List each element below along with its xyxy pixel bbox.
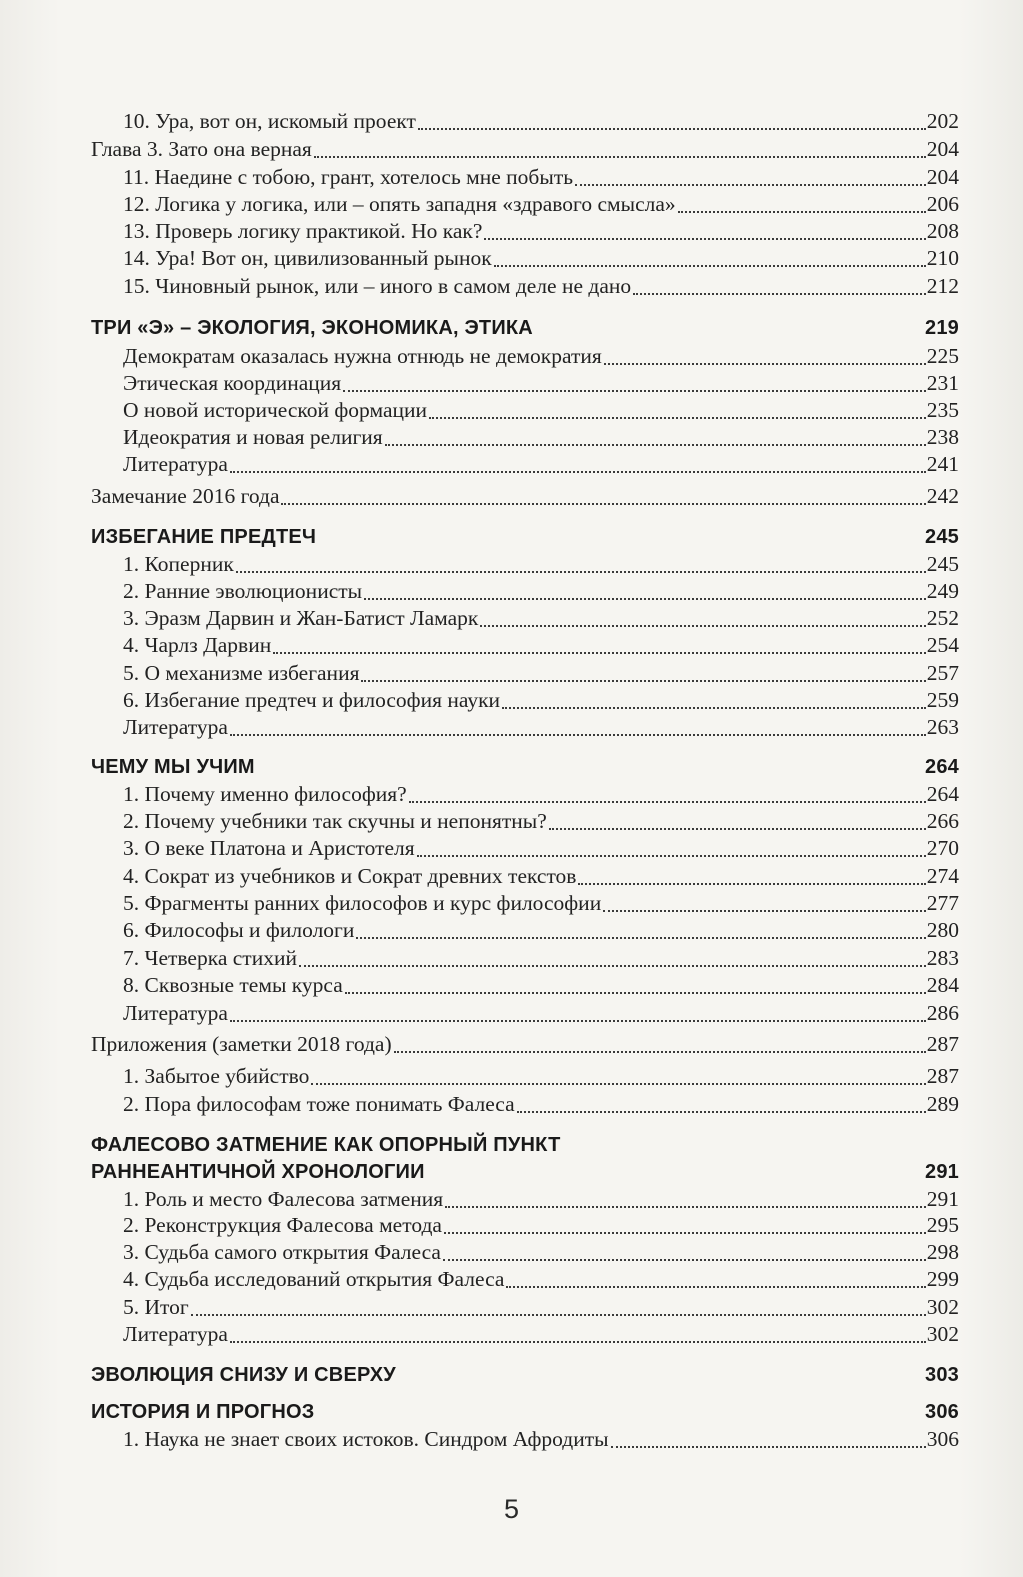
toc-entry — [123, 1235, 959, 1265]
toc-entry-title: ИСТОРИЯ И ПРОГНОЗ — [91, 1401, 315, 1423]
toc-entry-title: 12. Логика у логика, или – опять западня «здравого смысла» — [123, 192, 676, 216]
toc-entry-page: 306 — [926, 1427, 959, 1451]
toc-entry-title: 3. Эразм Дарвин и Жан-Батист Ламарк — [123, 606, 479, 630]
toc-entry-title: 14. Ура! Вот он, цивилизованный рынок — [123, 246, 492, 270]
toc-entry-page: 306 — [925, 1401, 959, 1423]
toc-entry-page: 235 — [926, 398, 959, 422]
toc-entry — [123, 214, 959, 244]
toc-entry-title: 7. Четверка стихий — [123, 946, 297, 970]
dot-leader — [604, 362, 926, 365]
toc-entry — [123, 941, 959, 971]
dot-leader — [343, 389, 926, 392]
toc-entry — [123, 996, 959, 1026]
toc-entry — [123, 1317, 959, 1347]
toc-entry — [123, 547, 959, 577]
dot-leader — [578, 882, 925, 885]
toc-entry-title: 2. Пора философам тоже понимать Фалеса — [123, 1092, 515, 1116]
toc-entry — [123, 1262, 959, 1292]
dot-leader — [409, 800, 926, 803]
toc-section-heading — [91, 750, 959, 780]
toc-entry-page: 225 — [926, 344, 959, 368]
dot-leader — [444, 1231, 926, 1234]
toc-entry-page: 274 — [926, 864, 959, 888]
dot-leader — [314, 155, 926, 158]
toc-entry-page: 245 — [926, 552, 959, 576]
toc-entry-page: 242 — [926, 484, 959, 508]
toc-entry-title: 1. Забытое убийство — [123, 1064, 310, 1088]
dot-leader — [191, 1313, 926, 1316]
toc-entry-page: 249 — [926, 579, 959, 603]
toc-entry-page: 287 — [926, 1064, 959, 1088]
toc-entry-title: РАННЕАНТИЧНОЙ ХРОНОЛОГИИ — [91, 1161, 425, 1183]
toc-entry-page: 259 — [926, 688, 959, 712]
toc-entry — [91, 132, 959, 162]
toc-entry-page: 204 — [926, 165, 959, 189]
toc-entry-title: 3. О веке Платона и Аристотеля — [123, 836, 415, 860]
dot-leader — [517, 1110, 926, 1113]
dot-leader — [356, 936, 925, 939]
toc-entry-title: 1. Наука не знает своих истоков. Синдром Афродиты — [123, 1427, 609, 1451]
dot-leader — [318, 545, 924, 546]
toc-entry-title: ЭВОЛЮЦИЯ СНИЗУ И СВЕРХУ — [91, 1364, 396, 1386]
toc-entry-page: 266 — [926, 809, 959, 833]
toc-entry-page: 289 — [926, 1092, 959, 1116]
toc-section-heading — [91, 1358, 959, 1388]
toc-section-heading — [91, 311, 959, 341]
toc-entry-title: О новой исторической формации — [123, 398, 428, 422]
dot-leader — [611, 1445, 926, 1448]
toc-entry — [123, 393, 959, 423]
toc-entry — [123, 269, 959, 299]
toc-entry-title: 13. Проверь логику практикой. Но как? — [123, 219, 483, 243]
toc-entry-page: 303 — [925, 1364, 959, 1386]
toc-entry-page: 208 — [926, 219, 959, 243]
toc-entry-title: 4. Судьба исследований открытия Фалеса — [123, 1267, 505, 1291]
dot-leader — [299, 964, 926, 967]
dot-leader — [603, 909, 926, 912]
toc-entry-title: ТРИ «Э» – ЭКОЛОГИЯ, ЭКОНОМИКА, ЭТИКА — [91, 317, 533, 339]
dot-leader — [311, 1082, 925, 1085]
toc-entry-title: 1. Роль и место Фалесова затмения — [123, 1187, 444, 1211]
dot-leader — [549, 827, 926, 830]
toc-entry-title: 2. Почему учебники так скучны и непонятны? — [123, 809, 547, 833]
toc-entry — [123, 804, 959, 834]
dot-leader — [230, 1340, 926, 1343]
toc-entry-page: 254 — [926, 633, 959, 657]
toc-entry — [123, 1059, 959, 1089]
toc-entry-title: Идеократия и новая религия — [123, 425, 383, 449]
dot-leader — [502, 706, 926, 709]
toc-entry-page: 245 — [925, 526, 959, 548]
toc-entry — [123, 968, 959, 998]
toc-entry — [123, 447, 959, 477]
toc-entry — [123, 777, 959, 807]
toc-section-heading — [91, 1395, 959, 1425]
toc-entry — [123, 601, 959, 631]
toc-entry — [123, 710, 959, 740]
dot-leader — [281, 502, 925, 505]
dot-leader — [506, 1285, 925, 1288]
toc-entry-page: 219 — [925, 317, 959, 339]
toc-entry — [91, 1027, 959, 1057]
toc-entry-title: 5. О механизме избегания — [123, 661, 360, 685]
toc-entry-title: 4. Чарлз Дарвин — [123, 633, 272, 657]
dot-leader — [535, 336, 924, 337]
dot-leader — [273, 651, 926, 654]
toc-entry-title: Этическая координация — [123, 371, 342, 395]
toc-entry-page: 231 — [926, 371, 959, 395]
dot-leader — [480, 624, 925, 627]
toc-entry-page: 252 — [926, 606, 959, 630]
toc-entry-title: 1. Коперник — [123, 552, 234, 576]
dot-leader — [678, 210, 926, 213]
dot-leader — [418, 127, 926, 130]
toc-entry-title: Приложения (заметки 2018 года) — [91, 1032, 392, 1056]
toc-entry — [123, 1087, 959, 1117]
dot-leader — [484, 237, 925, 240]
dot-leader — [429, 416, 926, 419]
toc-entry-page: 287 — [926, 1032, 959, 1056]
toc-entry-title: 5. Фрагменты ранних философов и курс философии — [123, 891, 602, 915]
toc-entry-page: 277 — [926, 891, 959, 915]
toc-entry-page: 257 — [926, 661, 959, 685]
toc-entry — [123, 628, 959, 658]
dot-leader — [316, 1420, 924, 1421]
dot-leader — [257, 775, 924, 776]
toc-entry-page: 263 — [926, 715, 959, 739]
toc-entry — [123, 1290, 959, 1320]
toc-entry-title: 8. Сквозные темы курса — [123, 973, 343, 997]
toc-entry — [123, 241, 959, 271]
toc-entry-title: 3. Судьба самого открытия Фалеса — [123, 1240, 441, 1264]
toc-entry-title: ИЗБЕГАНИЕ ПРЕДТЕЧ — [91, 526, 317, 548]
toc-section-heading — [91, 1128, 959, 1158]
toc-entry — [91, 479, 959, 509]
toc-entry-title: 15. Чиновный рынок, или – иного в самом деле не дано — [123, 274, 632, 298]
toc-entry-page: 270 — [926, 836, 959, 860]
toc-entry-title: 2. Реконструкция Фалесова метода — [123, 1213, 442, 1237]
dot-leader — [385, 443, 926, 446]
toc-entry — [123, 1208, 959, 1238]
dot-leader — [575, 183, 926, 186]
toc-entry-page: 284 — [926, 973, 959, 997]
toc-entry-page: 204 — [926, 137, 959, 161]
toc-entry — [123, 886, 959, 916]
toc-entry-page: 291 — [925, 1161, 959, 1183]
toc-entry — [123, 160, 959, 190]
toc-section-heading — [91, 520, 959, 550]
toc-entry-title: ЧЕМУ МЫ УЧИМ — [91, 756, 255, 778]
toc-entry-page: 210 — [926, 246, 959, 270]
dot-leader — [562, 1153, 958, 1154]
dot-leader — [394, 1050, 926, 1053]
toc-entry-page: 241 — [926, 452, 959, 476]
dot-leader — [417, 854, 926, 857]
toc-entry-title: Литература — [123, 715, 228, 739]
toc-entry-page: 212 — [926, 274, 959, 298]
toc-entry-title: Глава 3. Зато она верная — [91, 137, 312, 161]
toc-entry-title: Демократам оказалась нужна отнюдь не демократия — [123, 344, 602, 368]
toc-entry-title: Литература — [123, 1322, 228, 1346]
toc-entry — [123, 420, 959, 450]
toc-entry — [123, 683, 959, 713]
toc-entry — [123, 859, 959, 889]
dot-leader — [236, 570, 926, 573]
toc-entry-title: Литература — [123, 1001, 228, 1025]
toc-entry-page: 299 — [926, 1267, 959, 1291]
toc-entry-title: 2. Ранние эволюционисты — [123, 579, 363, 603]
toc-entry-page: 291 — [926, 1187, 959, 1211]
toc-entry-page: 286 — [926, 1001, 959, 1025]
toc-entry-page: 298 — [926, 1240, 959, 1264]
dot-leader — [230, 470, 926, 473]
toc-entry-page: 238 — [926, 425, 959, 449]
toc-entry-title: 10. Ура, вот он, искомый проект — [123, 109, 416, 133]
toc-entry — [123, 339, 959, 369]
toc-entry-title: 6. Философы и филологи — [123, 918, 355, 942]
toc-section-heading — [91, 1155, 959, 1185]
toc-entry-title: 1. Почему именно философия? — [123, 782, 407, 806]
dot-leader — [398, 1383, 924, 1384]
dot-leader — [361, 679, 925, 682]
dot-leader — [494, 264, 926, 267]
toc-entry — [123, 574, 959, 604]
toc-entry-page: 206 — [926, 192, 959, 216]
toc-entry — [123, 104, 959, 134]
toc-entry-page: 283 — [926, 946, 959, 970]
toc-entry-page: 264 — [925, 756, 959, 778]
toc-entry-title: ФАЛЕСОВО ЗАТМЕНИЕ КАК ОПОРНЫЙ ПУНКТ — [91, 1134, 561, 1156]
toc-entry-title: 6. Избегание предтеч и философия науки — [123, 688, 501, 712]
toc-entry-page: 264 — [926, 782, 959, 806]
toc-entry-page: 302 — [926, 1322, 959, 1346]
toc-entry — [123, 187, 959, 217]
dot-leader — [230, 733, 926, 736]
dot-leader — [345, 991, 926, 994]
toc-entry-page: 295 — [926, 1213, 959, 1237]
toc-entry — [123, 656, 959, 686]
toc-entry-title: 5. Итог — [123, 1295, 189, 1319]
dot-leader — [427, 1180, 924, 1181]
page-number: 5 — [503, 1494, 520, 1524]
toc-entry-title: 4. Сократ из учебников и Сократ древних текстов — [123, 864, 577, 888]
toc-entry-title: 11. Наедине с тобою, грант, хотелось мне побыть — [123, 165, 574, 189]
dot-leader — [443, 1258, 926, 1261]
toc-entry-page: 280 — [926, 918, 959, 942]
toc-entry-title: Замечание 2016 года — [91, 484, 280, 508]
toc-entry-page: 302 — [926, 1295, 959, 1319]
dot-leader — [364, 597, 926, 600]
dot-leader — [230, 1019, 926, 1022]
toc-entry — [123, 366, 959, 396]
toc-entry-page: 202 — [926, 109, 959, 133]
toc-entry — [123, 831, 959, 861]
toc-entry — [123, 1422, 959, 1452]
toc-entry — [123, 913, 959, 943]
dot-leader — [633, 292, 926, 295]
toc-entry-title: Литература — [123, 452, 228, 476]
